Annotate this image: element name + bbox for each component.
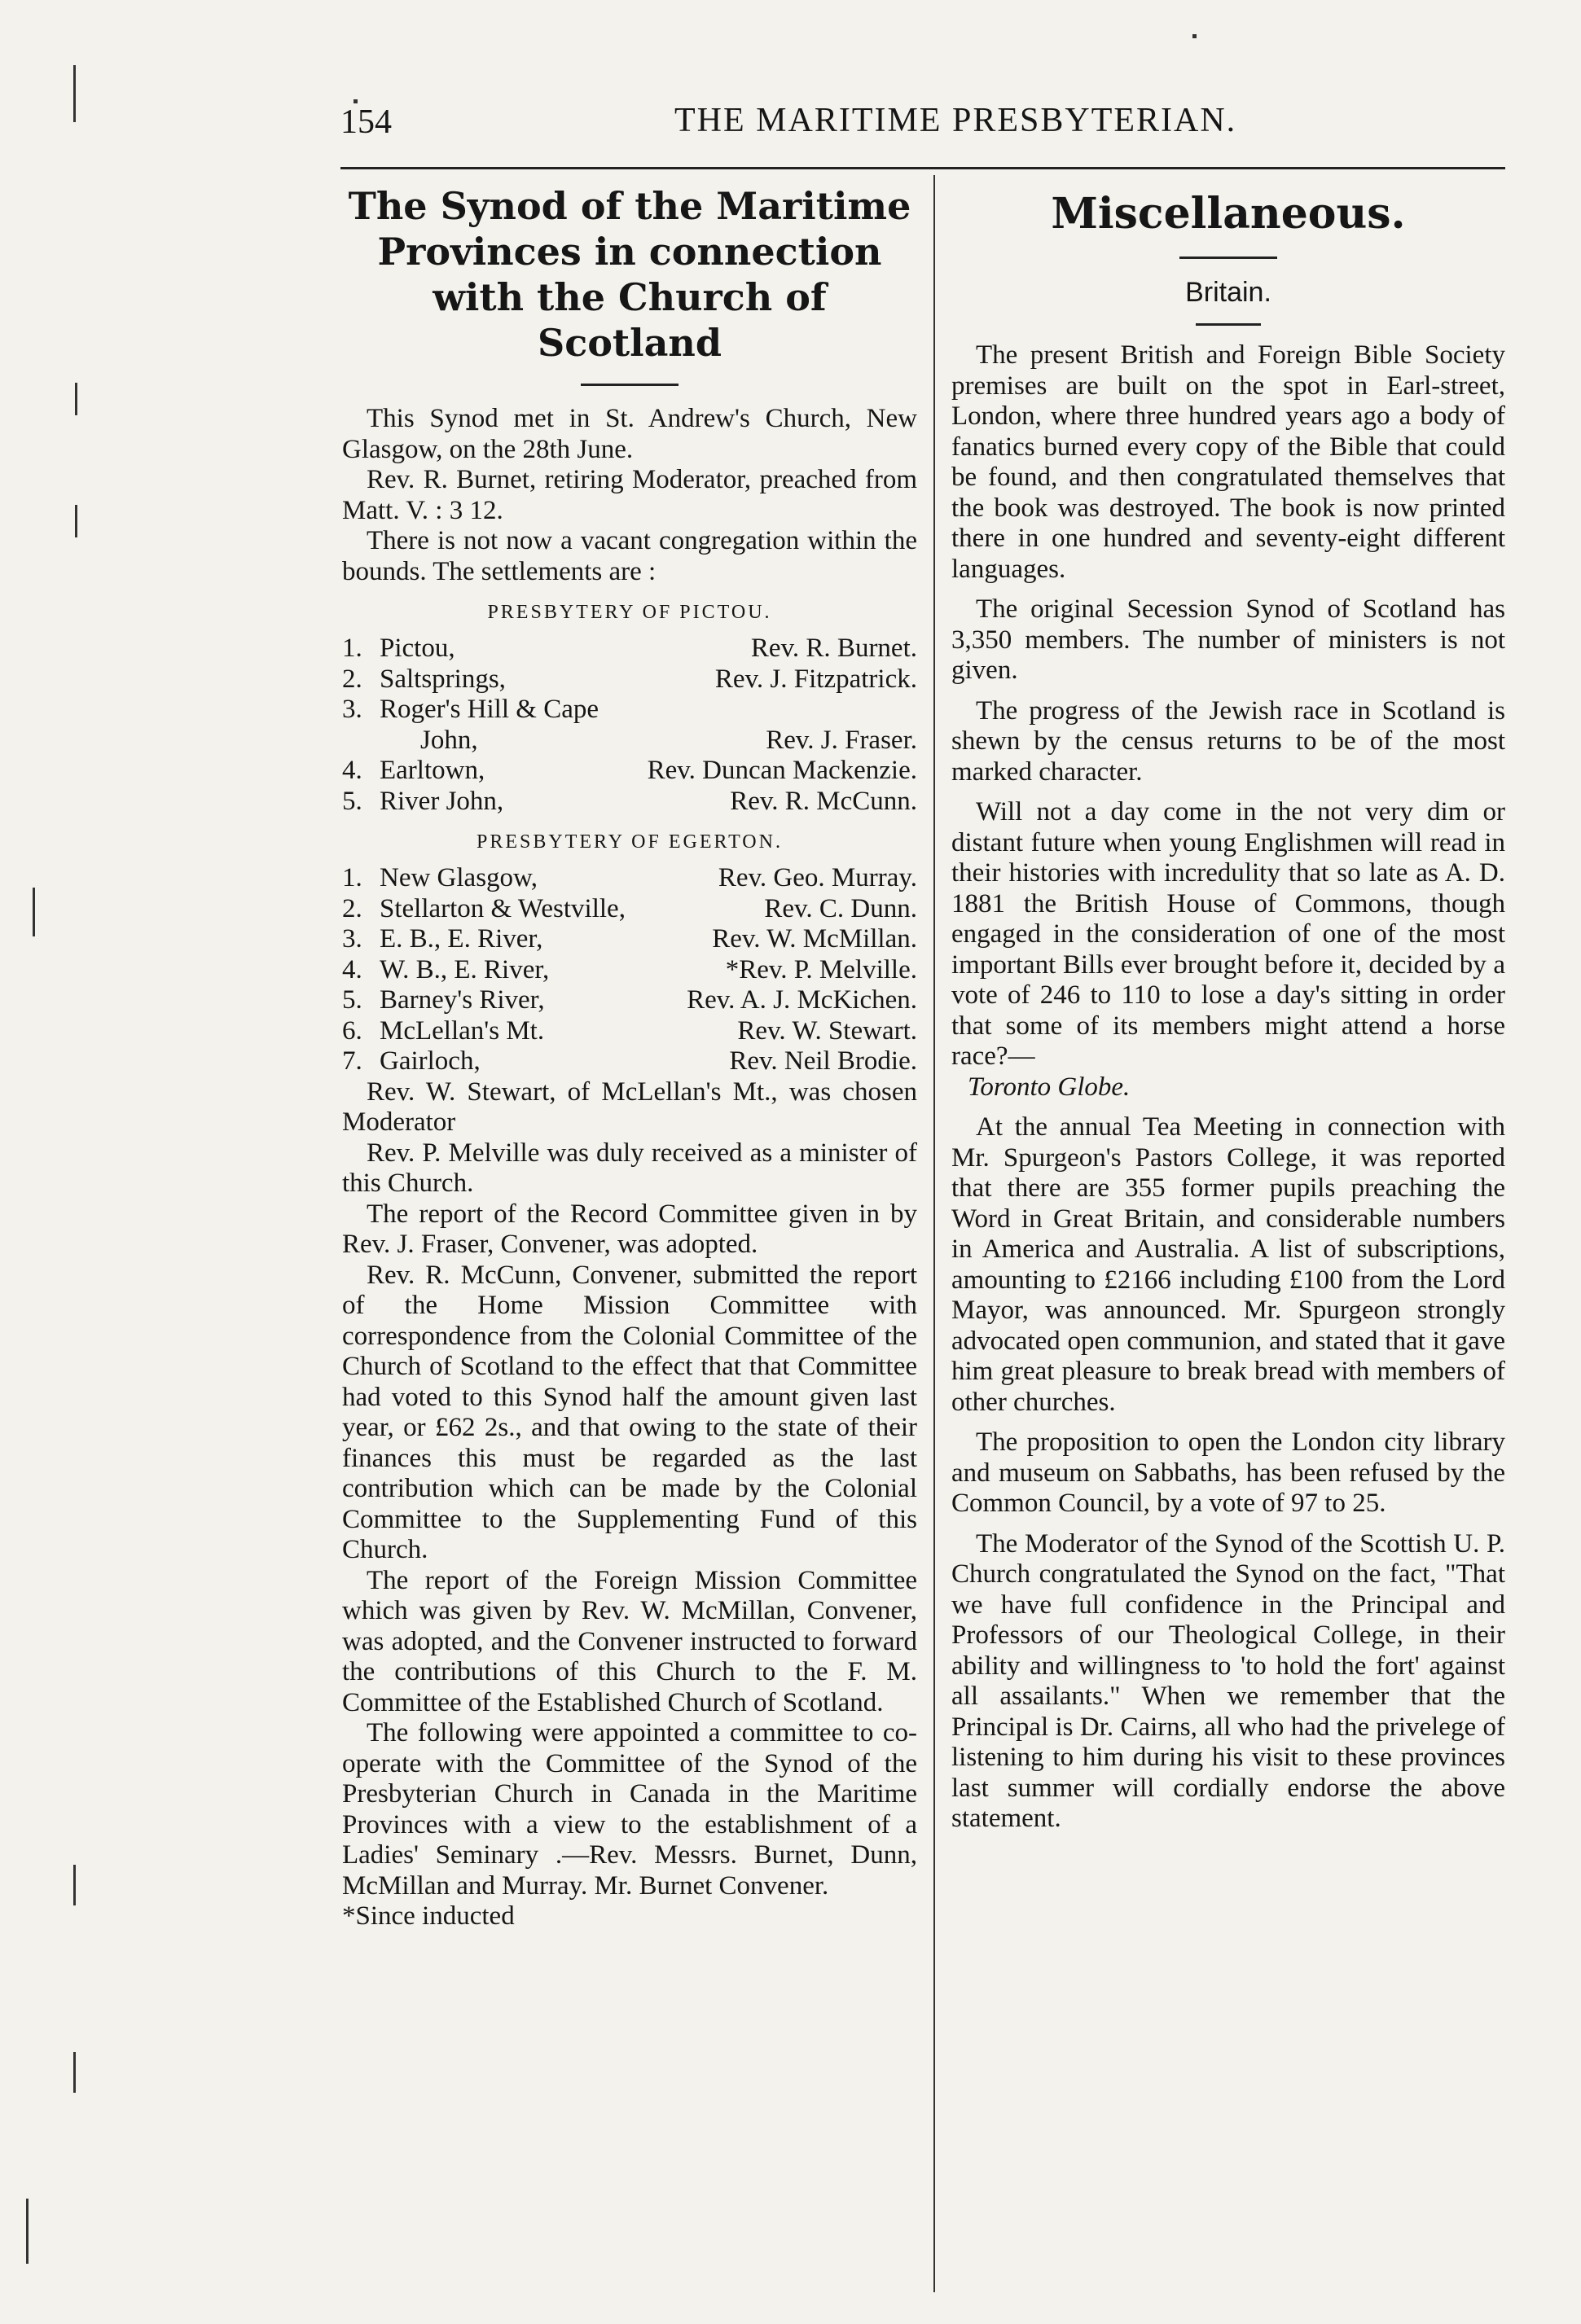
body-paragraph: The proposition to open the London city library and museum on Sabbaths, has been refused by the Common Council, by a vote of 97 to 25.	[951, 1427, 1505, 1518]
margin-mark	[73, 65, 76, 122]
item-place: Earltown,	[380, 756, 485, 785]
item-minister: Rev. Neil Brodie.	[729, 1046, 917, 1076]
item-number	[342, 726, 380, 756]
miscellaneous-title: Miscellaneous.	[1051, 189, 1406, 239]
intro-paragraph: There is not now a vacant congregation within the bounds. The settlements are :	[342, 526, 917, 586]
body-paragraph: The progress of the Jewish race in Scotland is shewn by the census returns to be of the most marked character.	[951, 695, 1505, 787]
item-minister: Rev. A. J. McKichen.	[687, 985, 917, 1015]
item-place: Barney's River,	[380, 985, 545, 1015]
item-number: 4.	[342, 756, 362, 785]
body-paragraph: The report of the Foreign Mission Committee which was given by Rev. W. McMillan, Convener, was adopted, and the Convener instructed to forward the contributions of this Church to the F. M. Committee of the Established Church of Scotland.	[342, 1565, 917, 1717]
item-number: 2.	[342, 893, 362, 923]
footnote: *Since inducted	[342, 1901, 515, 1931]
item-place: Stellarton & Westville,	[380, 893, 626, 923]
section-title: Britain.	[1185, 277, 1271, 308]
header-rule	[340, 167, 1505, 169]
item-place: W. B., E. River,	[380, 954, 550, 984]
list-item	[342, 863, 917, 894]
item-number: 3.	[342, 924, 362, 954]
item-place: Saltsprings,	[380, 664, 506, 694]
list-item	[342, 894, 917, 925]
journal-title: THE MARITIME PRESBYTERIAN.	[674, 102, 1237, 139]
item-number: 1.	[342, 863, 362, 892]
left-column	[342, 183, 917, 1932]
body-paragraph: The original Secession Synod of Scotland has 3,350 members. The number of ministers is not given.	[951, 594, 1505, 685]
item-number: 5.	[342, 786, 362, 816]
right-column	[951, 183, 1505, 1835]
list-item	[342, 664, 917, 695]
presbytery-heading: PRESBYTERY OF PICTOU.	[487, 602, 772, 623]
body-paragraph: Will not a day come in the not very dim or distant future when young Englishmen will read in their histories with incredulity that so late as A. D. 1881 the British House of Commons, though engaged in the consideration of one of the most important Bills ever brought before it, decided by a vote of 246 to 110 to lose a day's sitting in order that some of its members might attend a horse race?—	[951, 797, 1505, 1071]
presbytery-heading: PRESBYTERY OF EGERTON.	[476, 831, 783, 853]
margin-mark	[33, 888, 35, 936]
item-number: 7.	[342, 1046, 362, 1076]
list-item	[342, 756, 917, 787]
body-paragraph: The present British and Foreign Bible Society premises are built on the spot in Earl-street, London, where three hundred years ago a body of fanatics burned every copy of the Bible that could be found, and then congratulated themselves that the book was destroyed. The book is now printed there in one hundred and seventy-eight different languages.	[951, 340, 1505, 584]
item-minister: Rev. W. Stewart.	[737, 1015, 917, 1046]
synod-article-title: The Synod of the Maritime Provinces in connection with the Church of Scotland	[348, 184, 911, 365]
section-rule	[1196, 323, 1261, 326]
margin-mark	[1192, 34, 1197, 38]
item-place: Pictou,	[380, 634, 455, 663]
body-paragraph: Rev. R. McCunn, Convener, submitted the report of the Home Mission Committee with correspondence from the Colonial Committee of the Church of Scotland to the effect that that Committee had voted to this Synod half the amount given last year, or £62 2s., and that owing to the state of their finances this must be regarded as the last contribution which can be made by the Colonial Committee to the Supplementing Fund of this Church.	[342, 1260, 917, 1564]
margin-mark	[73, 1865, 76, 1905]
page-number: 154	[340, 103, 392, 141]
item-minister: Rev. R. Burnet.	[750, 634, 917, 663]
list-item	[342, 787, 917, 818]
item-place: New Glasgow,	[380, 863, 538, 892]
item-minister: *Rev. P. Melville.	[725, 954, 917, 984]
item-number: 1.	[342, 634, 362, 663]
list-item	[342, 1046, 917, 1077]
title-rule	[581, 384, 679, 386]
item-place: River John,	[380, 786, 504, 816]
column-divider	[933, 175, 935, 2292]
body-paragraph: At the annual Tea Meeting in connection with Mr. Spurgeon's Pastors College, it was reported that there are 355 former pupils preaching the Word in Great Britain, and considerable numbers in America and Australia. A list of subscriptions, amounting to £2166 including £100 from the Lord Mayor, was announced. Mr. Spurgeon strongly advocated open communion, and stated that it gave him great pleasure to break bread with members of other churches.	[951, 1112, 1505, 1417]
margin-mark	[75, 383, 77, 415]
item-minister: Rev. J. Fraser.	[766, 725, 917, 755]
item-minister: Rev. C. Dunn.	[764, 893, 917, 923]
body-paragraph: Rev. W. Stewart, of McLellan's Mt., was chosen Moderator	[342, 1076, 917, 1137]
list-item	[342, 1016, 917, 1047]
item-number: 6.	[342, 1015, 362, 1046]
item-minister: Rev. W. McMillan.	[712, 924, 917, 954]
item-place: McLellan's Mt.	[380, 1015, 545, 1046]
list-item	[342, 985, 917, 1016]
item-place: Gairloch,	[380, 1046, 481, 1076]
margin-mark	[75, 505, 77, 537]
list-item	[342, 726, 917, 756]
item-place: E. B., E. River,	[380, 924, 543, 954]
intro-paragraph: This Synod met in St. Andrew's Church, New Glasgow, on the 28th June.	[342, 404, 917, 464]
attribution: Toronto Globe.	[968, 1072, 1131, 1102]
item-number: 4.	[342, 954, 362, 984]
intro-paragraph: Rev. R. Burnet, retiring Moderator, preached from Matt. V. : 3 12.	[342, 465, 917, 525]
body-paragraph: The report of the Record Committee given in by Rev. J. Fraser, Convener, was adopted.	[342, 1199, 917, 1259]
item-minister: Rev. R. McCunn.	[730, 786, 917, 816]
body-paragraph: The following were appointed a committee to co-operate with the Committee of the Synod of the Presbyterian Church in Canada in the Maritime Provinces with a view to the establishment of a Ladies' Seminary .—Rev. Messrs. Burnet, Dunn, McMillan and Murray. Mr. Burnet Convener.	[342, 1718, 917, 1901]
page-header	[340, 96, 1505, 145]
body-paragraph: Rev. P. Melville was duly received as a minister of this Church.	[342, 1138, 917, 1198]
title-rule	[1179, 257, 1277, 259]
margin-mark	[73, 2052, 76, 2093]
item-place: Roger's Hill & Cape	[380, 695, 599, 724]
item-place: John,	[420, 725, 478, 755]
pictou-list	[342, 634, 917, 817]
body-paragraph: The Moderator of the Synod of the Scottish U. P. Church congratulated the Synod on the fact, "That we have full confidence in the Principal and Professors of our Theological College, in their ability and willingness to 'to hold the fort' against all assailants." When we remember that the Principal is Dr. Cairns, all who had the privelege of listening to him during his visit to these provinces last summer will cordially endorse the above statement.	[951, 1528, 1505, 1833]
item-minister: Rev. J. Fitzpatrick.	[714, 664, 917, 694]
list-item	[342, 695, 917, 726]
margin-mark	[26, 2199, 29, 2264]
item-minister: Rev. Duncan Mackenzie.	[647, 756, 917, 785]
item-number: 5.	[342, 985, 362, 1015]
item-minister: Rev. Geo. Murray.	[718, 863, 917, 892]
item-number: 3.	[342, 695, 362, 724]
item-number: 2.	[342, 664, 362, 694]
list-item	[342, 924, 917, 955]
egerton-list	[342, 863, 917, 1077]
list-item	[342, 955, 917, 986]
list-item	[342, 634, 917, 664]
